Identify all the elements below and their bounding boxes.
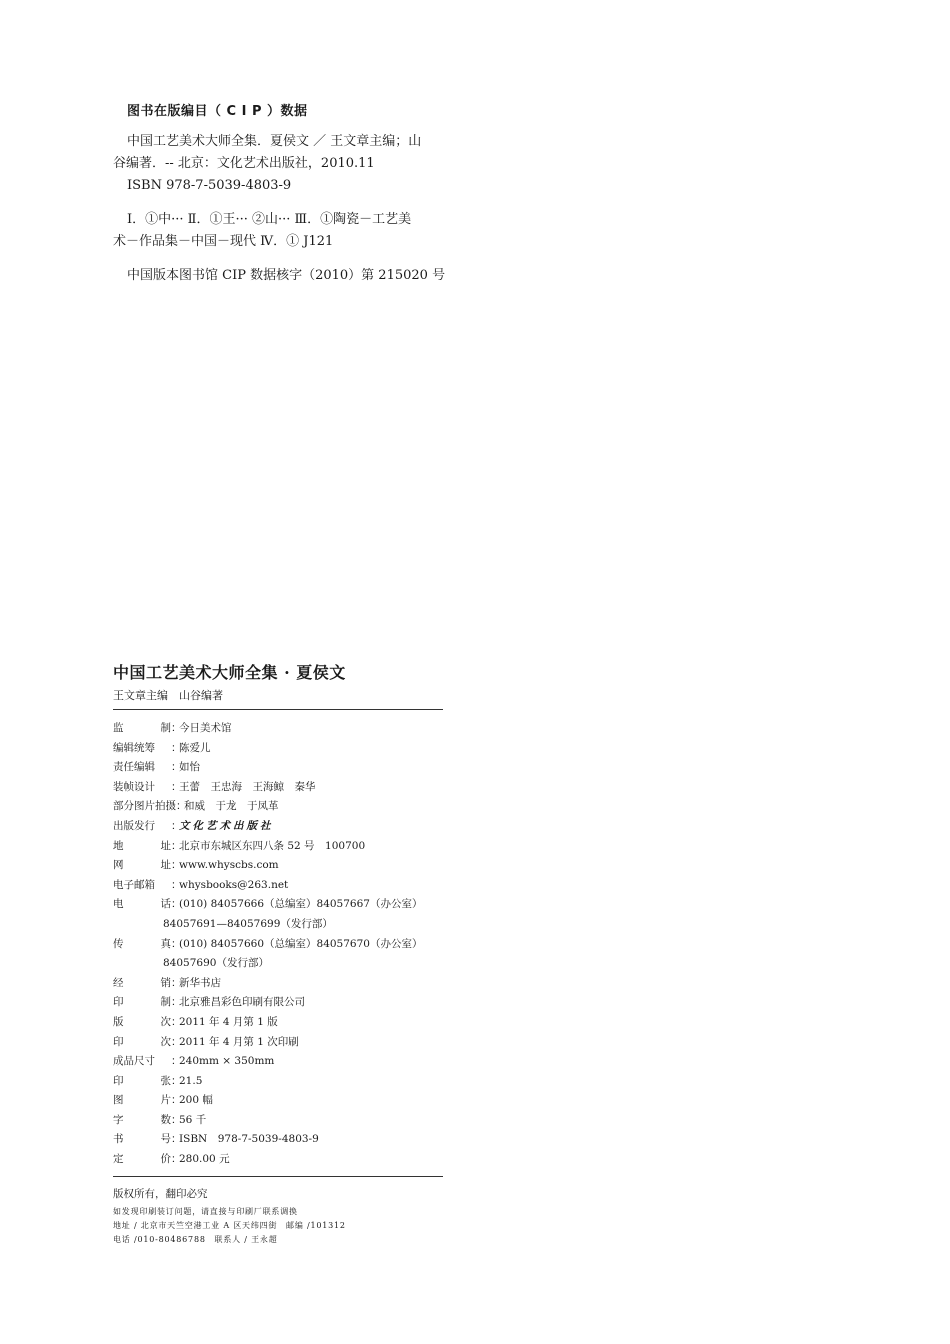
row-colon: ： <box>171 1133 182 1146</box>
row-label <box>113 876 171 896</box>
row-value-continuation: 84057691—84057699（发行部） <box>163 917 333 930</box>
row-colon: ： <box>171 937 182 950</box>
row-colon: ： <box>176 800 187 813</box>
row-colon: ： <box>171 1015 182 1028</box>
row-label-part: 真 <box>160 937 171 950</box>
row-value: 陈爱儿 <box>179 741 211 754</box>
row-colon: ： <box>171 1113 182 1126</box>
row-label-part: 地 <box>113 839 124 852</box>
row-label <box>113 837 171 857</box>
row-label-part: 印 <box>113 996 124 1009</box>
colophon-row <box>113 856 453 876</box>
row-label-part: 书 <box>113 1133 124 1146</box>
row-label-part: 价 <box>160 1153 171 1166</box>
row-label-part: 网 <box>113 859 124 872</box>
colophon-row <box>113 1013 453 1033</box>
row-value: 今日美术馆 <box>179 722 232 734</box>
row-value: 21.5 <box>179 1074 203 1087</box>
row-colon: ： <box>171 839 182 852</box>
colophon-row <box>113 1052 453 1072</box>
colophon-row <box>113 1111 453 1131</box>
row-colon: ： <box>171 722 182 734</box>
colophon-row <box>113 1130 453 1150</box>
row-colon: ： <box>171 1074 182 1087</box>
colophon-row <box>113 778 453 798</box>
colophon <box>113 660 453 1247</box>
colophon-details <box>113 719 453 1170</box>
row-label-part: 监 <box>113 722 124 734</box>
printer-contact: 电话 /010-80486788 联系人 / 王永超 <box>113 1234 278 1244</box>
colophon-row <box>113 895 453 915</box>
colophon-row <box>113 739 453 759</box>
row-value: 240mm × 350mm <box>179 1055 275 1068</box>
row-label-part: 片 <box>160 1094 171 1107</box>
row-label-part: 装帧设计 <box>113 780 155 793</box>
row-value: 56 千 <box>179 1113 207 1126</box>
row-label-part: 编辑统筹 <box>113 741 155 754</box>
row-label-part: 印 <box>113 1035 124 1048</box>
row-label <box>113 797 176 817</box>
row-value: 北京市东城区东四八条 52 号 100700 <box>179 839 366 852</box>
cip-line: 术－作品集－中国－现代 Ⅳ．① J121 <box>113 234 334 249</box>
row-label-part: 经 <box>113 976 124 989</box>
row-value: 新华书店 <box>179 976 221 989</box>
row-value: www.whyscbs.com <box>179 859 279 872</box>
colophon-row <box>113 719 453 739</box>
cip-classification <box>113 209 493 253</box>
row-label <box>113 1052 171 1072</box>
row-label-part: 电子邮箱 <box>113 878 155 891</box>
row-label <box>113 1130 171 1150</box>
cip-line: 中国工艺美术大师全集．夏侯文 ／ 王文章主编；山 <box>127 134 422 149</box>
divider <box>113 1176 443 1177</box>
divider <box>113 709 443 710</box>
row-colon: ： <box>171 1094 182 1107</box>
publisher-name: 文化艺术出版社 <box>179 819 274 832</box>
colophon-row <box>113 1091 453 1111</box>
row-label-part: 址 <box>160 839 171 852</box>
row-label <box>113 895 171 915</box>
cip-line: Ⅰ．①中··· Ⅱ．①王··· ②山··· Ⅲ．①陶瓷－工艺美 <box>127 212 412 227</box>
cip-record-number: 中国版本图书馆 CIP 数据核字（2010）第 215020 号 <box>127 268 446 283</box>
colophon-row <box>113 935 453 955</box>
cip-block <box>113 100 493 299</box>
row-colon: ： <box>171 761 182 774</box>
row-label-part: 号 <box>160 1133 171 1146</box>
row-value: 280.00 元 <box>179 1153 230 1166</box>
colophon-row <box>113 817 453 837</box>
row-value: 200 幅 <box>179 1094 213 1107</box>
row-colon: ： <box>171 780 182 793</box>
colophon-row <box>113 974 453 994</box>
row-value: 2011 年 4 月第 1 次印刷 <box>179 1035 299 1048</box>
row-label <box>113 993 171 1013</box>
row-label-part: 部分图片拍摄 <box>113 800 176 813</box>
row-label <box>113 974 171 994</box>
row-label <box>113 758 171 778</box>
row-label <box>113 935 171 955</box>
colophon-row <box>113 1072 453 1092</box>
cip-title: 图书在版编目（ C I P ）数据 <box>127 104 308 119</box>
colophon-row <box>113 1033 453 1053</box>
row-label <box>113 1091 171 1111</box>
book-title: 中国工艺美术大师全集 · 夏侯文 <box>113 663 346 682</box>
row-label <box>113 739 171 759</box>
row-value: (010) 84057660（总编室）84057670（办公室） <box>179 937 423 950</box>
row-label-part: 电 <box>113 898 124 911</box>
row-label <box>113 1072 171 1092</box>
row-colon: ： <box>171 859 182 872</box>
row-colon: ： <box>171 898 182 911</box>
row-value: 和威 于龙 于凤革 <box>184 800 279 813</box>
row-label <box>113 1150 171 1170</box>
row-label-part: 字 <box>113 1113 124 1126</box>
row-label <box>113 1013 171 1033</box>
row-label-part: 责任编辑 <box>113 761 155 774</box>
row-label <box>113 856 171 876</box>
row-label-part: 销 <box>160 976 171 989</box>
row-colon: ： <box>171 976 182 989</box>
cip-line: 谷编著．-- 北京：文化艺术出版社，2010.11 <box>113 156 375 171</box>
row-label-part: 制 <box>160 722 171 734</box>
row-label-part: 成品尺寸 <box>113 1055 155 1068</box>
row-label-part: 数 <box>160 1113 171 1126</box>
colophon-row <box>113 797 453 817</box>
row-colon: ： <box>171 1035 182 1048</box>
row-colon: ： <box>171 741 182 754</box>
row-label-part: 印 <box>113 1074 124 1087</box>
copyright-notice: 版权所有，翻印必究 <box>113 1187 208 1200</box>
row-colon: ： <box>171 878 182 891</box>
row-value: 如怡 <box>179 761 200 774</box>
row-label-part: 图 <box>113 1094 124 1107</box>
row-label-part: 址 <box>160 859 171 872</box>
row-label-part: 版 <box>113 1015 124 1028</box>
row-label-part: 次 <box>160 1015 171 1028</box>
row-label <box>113 778 171 798</box>
row-value: (010) 84057666（总编室）84057667（办公室） <box>179 898 423 911</box>
printing-note: 如发现印刷装订问题，请直接与印刷厂联系调换 <box>113 1206 298 1216</box>
colophon-row <box>113 876 453 896</box>
book-editors: 王文章主编 山谷编著 <box>113 689 223 702</box>
row-label-part: 次 <box>160 1035 171 1048</box>
colophon-row <box>113 758 453 778</box>
row-label-part: 张 <box>160 1074 171 1087</box>
colophon-row <box>113 993 453 1013</box>
row-colon: ： <box>171 1055 182 1068</box>
row-colon: ： <box>171 996 182 1009</box>
row-value: 2011 年 4 月第 1 版 <box>179 1015 278 1028</box>
cip-bibliographic-record <box>113 131 493 197</box>
printer-address: 地址 / 北京市天竺空港工业 A 区天纬四街 邮编 /101312 <box>113 1220 346 1230</box>
cip-line: ISBN 978-7-5039-4803-9 <box>127 178 292 193</box>
row-value: 王蕾 王忠海 王海鲸 秦华 <box>179 780 316 793</box>
row-colon: ： <box>171 1153 182 1166</box>
row-colon: ： <box>171 819 182 832</box>
row-label-part: 传 <box>113 937 124 950</box>
row-value: 北京雅昌彩色印刷有限公司 <box>179 996 305 1009</box>
row-value: whysbooks@263.net <box>179 878 289 891</box>
row-label <box>113 719 171 739</box>
row-value-continuation: 84057690（发行部） <box>163 957 269 970</box>
row-label-part: 制 <box>160 996 171 1009</box>
row-label-part: 出版发行 <box>113 819 155 832</box>
row-label <box>113 1033 171 1053</box>
row-label <box>113 1111 171 1131</box>
colophon-row <box>113 837 453 857</box>
row-label-part: 定 <box>113 1153 124 1166</box>
colophon-row <box>113 1150 453 1170</box>
colophon-footer <box>113 1186 453 1247</box>
row-label-part: 话 <box>160 898 171 911</box>
row-label <box>113 817 171 837</box>
row-value: ISBN 978-7-5039-4803-9 <box>179 1133 319 1146</box>
